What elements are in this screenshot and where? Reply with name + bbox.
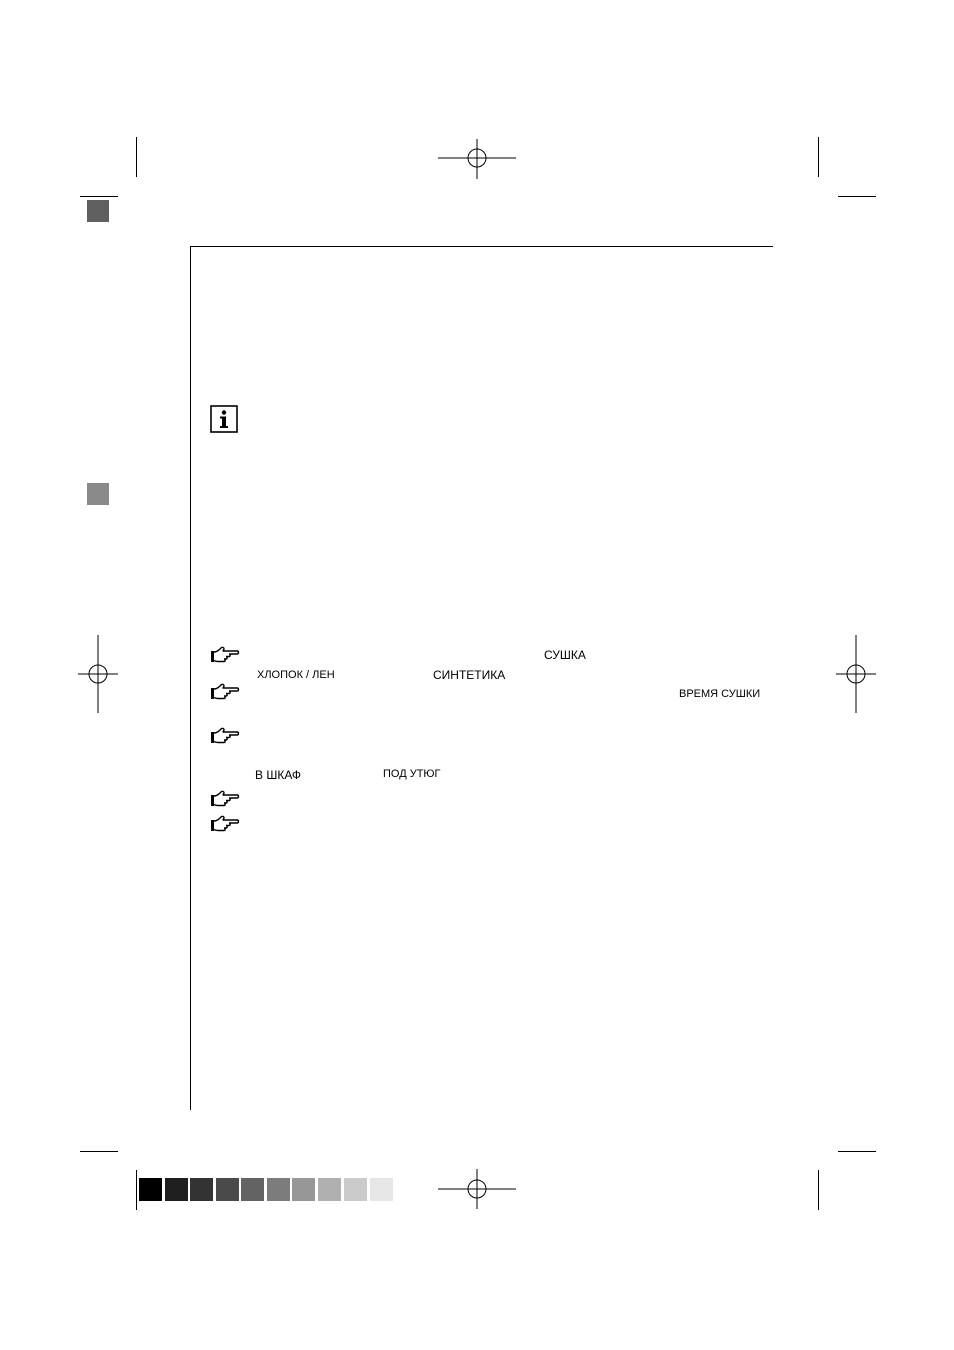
page-frame-left-rule: [190, 246, 191, 1110]
gray-swatch: [190, 1178, 213, 1201]
side-marker-dark: [87, 200, 109, 222]
registration-mark-right: [836, 635, 876, 713]
crop-mark-top-right-horizontal: [838, 196, 876, 197]
crop-mark-bottom-left-horizontal: [80, 1151, 118, 1152]
label-to-cupboard: В ШКАФ: [255, 768, 302, 782]
pointing-hand-icon: [210, 645, 240, 665]
pointing-hand-icon: [210, 814, 240, 834]
pointing-hand-icon: [210, 789, 240, 809]
crop-mark-top-right-vertical: [818, 137, 819, 177]
crop-mark-top-left-vertical: [136, 137, 137, 177]
crop-mark-bottom-right-horizontal: [838, 1151, 876, 1152]
registration-mark-bottom: [438, 1169, 516, 1209]
crop-mark-bottom-left-vertical: [136, 1170, 137, 1210]
info-icon: [210, 405, 238, 433]
registration-mark-left: [78, 635, 118, 713]
label-drying-time: ВРЕМЯ СУШКИ: [679, 688, 761, 700]
label-drying: СУШКА: [544, 648, 586, 662]
label-synthetics: СИНТЕТИКА: [433, 668, 506, 682]
label-for-iron: ПОД УТЮГ: [383, 768, 441, 780]
gray-swatch: [267, 1178, 290, 1201]
registration-mark-top: [438, 139, 516, 179]
crop-mark-bottom-right-vertical: [818, 1170, 819, 1210]
gray-swatch: [292, 1178, 315, 1201]
gray-swatch: [344, 1178, 367, 1201]
gray-swatch: [216, 1178, 239, 1201]
label-cotton-linen: ХЛОПОК / ЛЕН: [257, 669, 335, 681]
gray-swatch: [318, 1178, 341, 1201]
page-frame-top-rule: [190, 246, 773, 247]
crop-mark-top-left-horizontal: [80, 196, 118, 197]
gray-swatch: [165, 1178, 188, 1201]
side-marker-light: [87, 483, 109, 505]
gray-swatch: [370, 1178, 393, 1201]
gray-swatch: [139, 1178, 162, 1201]
pointing-hand-icon: [210, 726, 240, 746]
gray-swatch: [241, 1178, 264, 1201]
pointing-hand-icon: [210, 682, 240, 702]
